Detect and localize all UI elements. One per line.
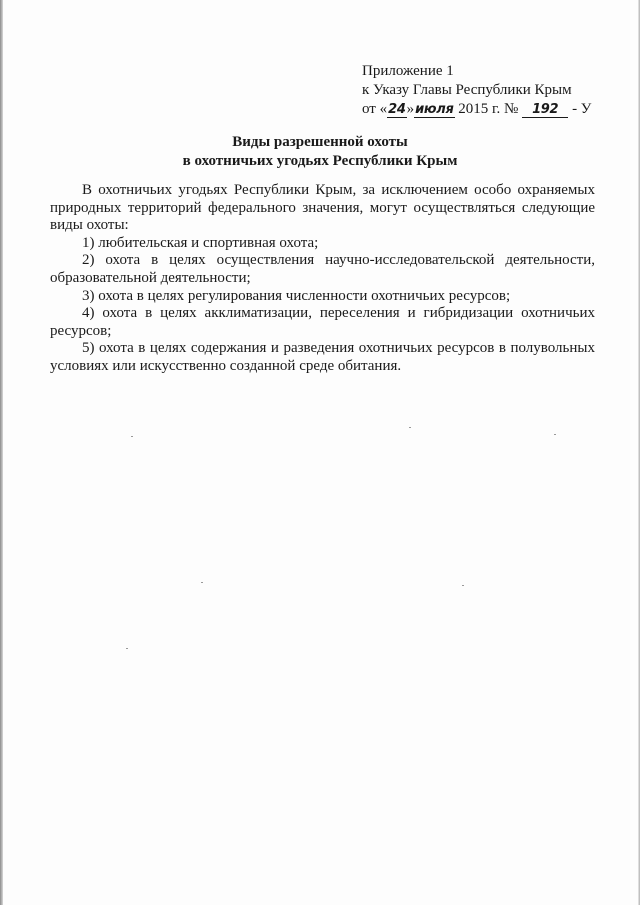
scan-edge-left <box>0 0 3 905</box>
appendix-reference: к Указу Главы Республики Крым <box>362 82 572 98</box>
title-line-1: Виды разрешенной охоты <box>232 134 408 150</box>
appendix-title: Приложение 1 <box>362 63 454 79</box>
list-item: 3) охота в целях регулирования численности охотничьих ресурсов; <box>82 287 511 304</box>
appendix-header <box>362 62 591 119</box>
date-prefix: от « <box>362 101 388 117</box>
decree-number-suffix: - У <box>572 101 592 117</box>
scan-speck <box>131 436 133 437</box>
scan-speck <box>201 582 203 583</box>
title-line-2: в охотничьих угодьях Республики Крым <box>182 153 458 169</box>
list-item: 1) любительская и спортивная охота; <box>82 234 319 251</box>
date-year: 2015 г. № <box>458 101 519 117</box>
handwritten-decree-number: 192 <box>522 102 568 118</box>
scan-speck <box>409 427 411 428</box>
handwritten-month: июля <box>415 102 454 117</box>
scan-speck <box>554 434 556 435</box>
intro-paragraph: В охотничьих угодьях Республики Крым, за исключением особо охраняемых природных территорий федерального значения, могут осуществляться следующие виды охоты: <box>50 182 595 234</box>
list-item: 2) охота в целях осуществления научно-исследовательской деятельности, образовательной деятельности; <box>50 252 595 286</box>
scan-speck <box>462 585 464 586</box>
document-title <box>40 133 600 171</box>
handwritten-day: 24 <box>388 102 406 117</box>
list-item: 5) охота в целях содержания и разведения охотничьих ресурсов в полувольных условиях или искусственно созданной среде обитания. <box>50 340 595 374</box>
document-body <box>50 182 595 376</box>
date-mid: » <box>406 101 415 117</box>
appendix-date-line <box>362 100 591 119</box>
scan-speck <box>126 648 128 649</box>
list-item: 4) охота в целях акклиматизации, переселения и гибридизации охотничьих ресурсов; <box>50 305 595 339</box>
